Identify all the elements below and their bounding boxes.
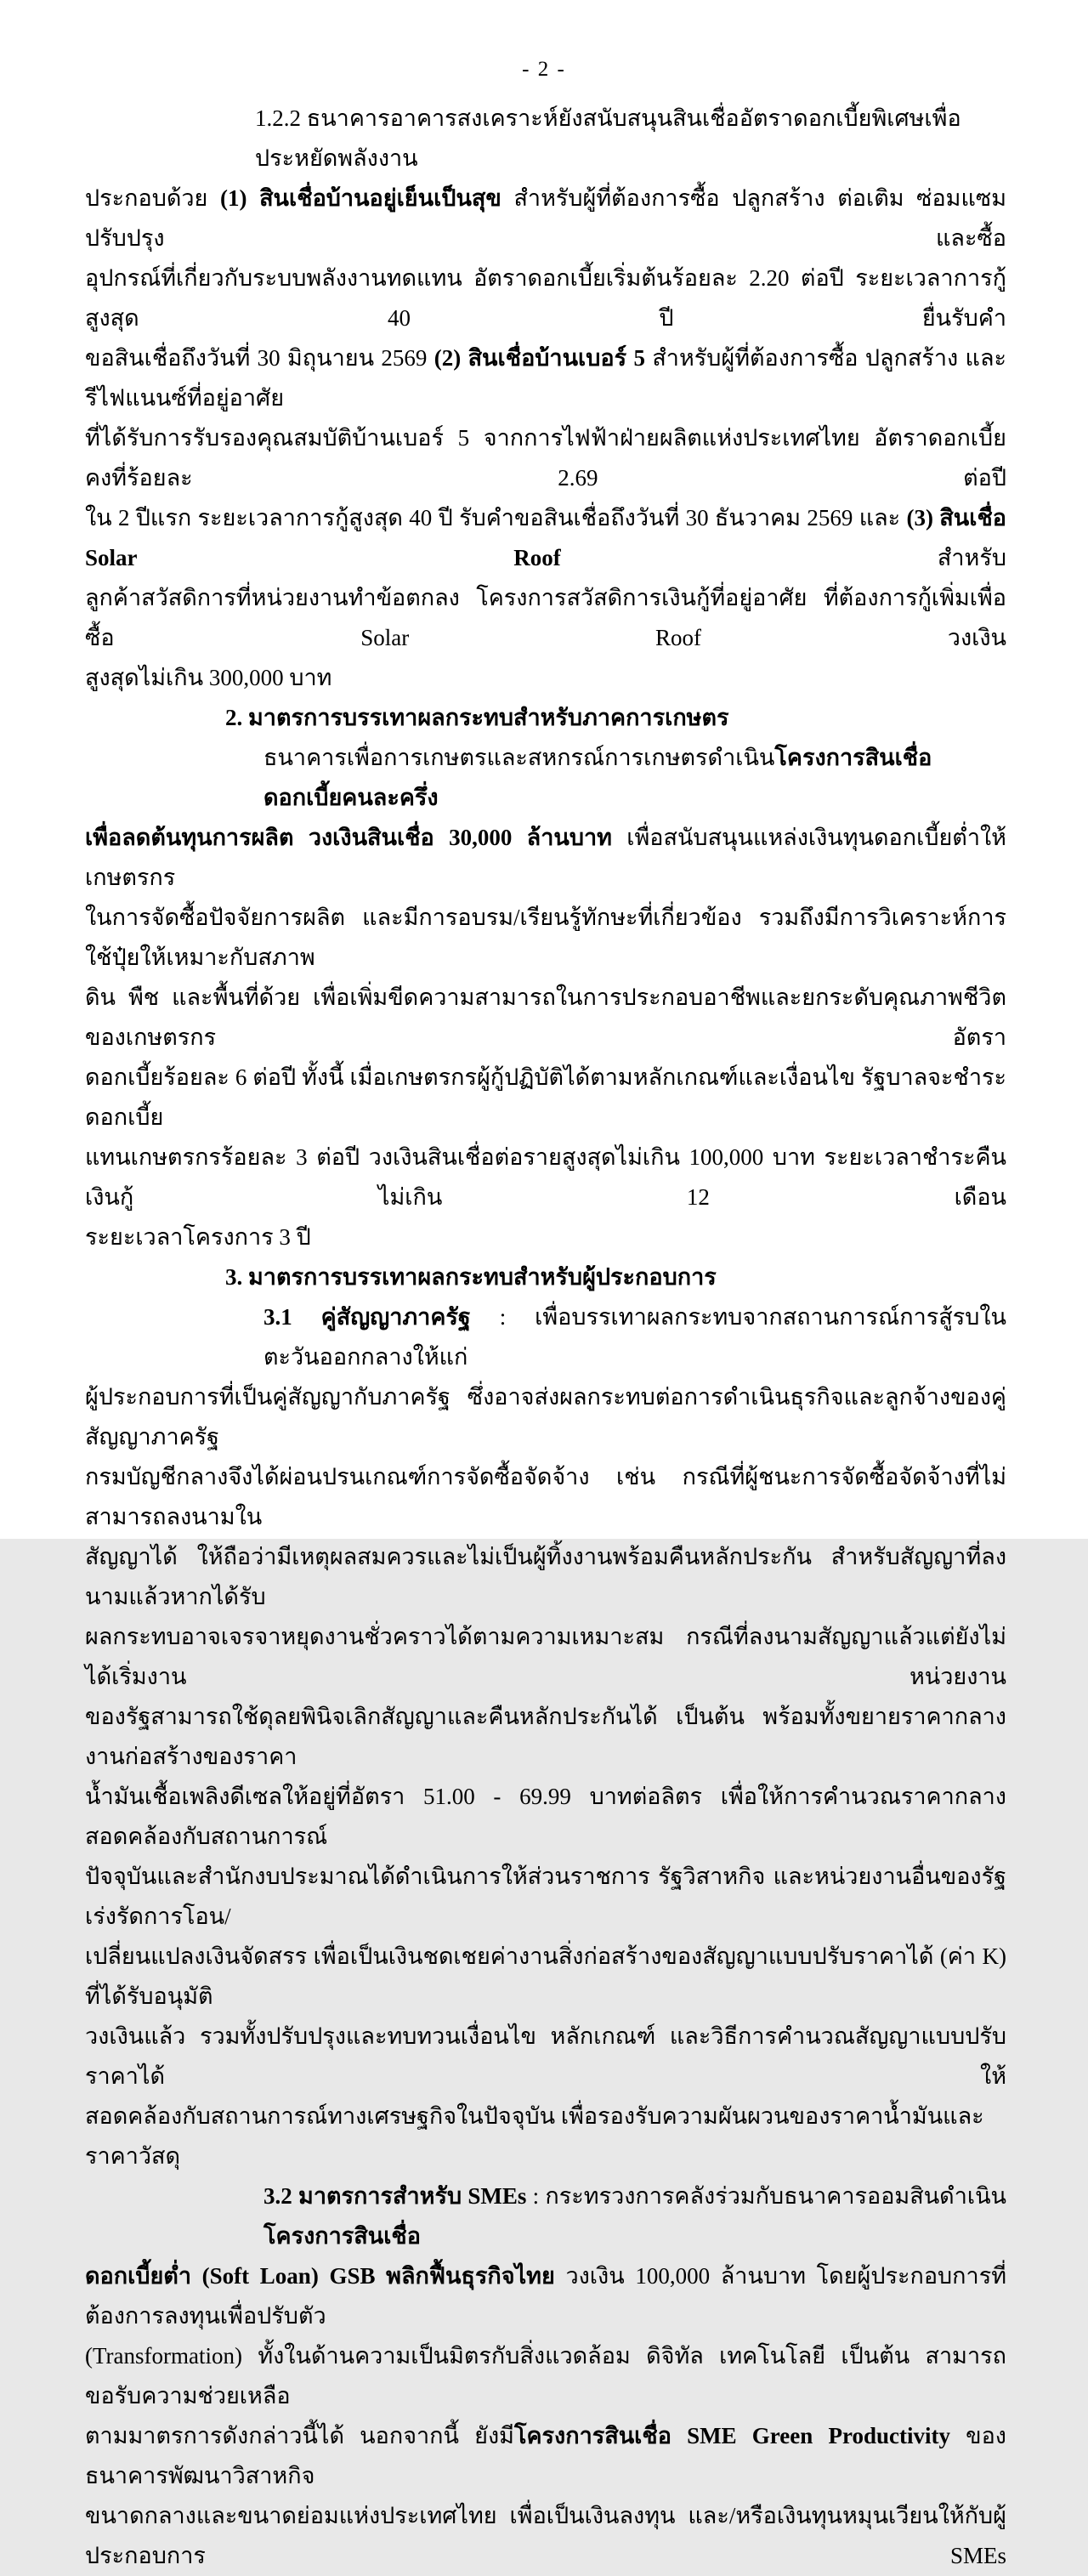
text-line <box>85 338 1006 418</box>
text-line <box>85 978 1006 1058</box>
bold-text-segment: 3. มาตรการบรรเทาผลกระทบสำหรับผู้ประกอบการ <box>225 1264 717 1290</box>
text-segment: ที่ได้รับการรับรองคุณสมบัติบ้านเบอร์ 5 จากการไฟฟ้าฝ่ายผลิตแห่งประเทศไทย อัตราดอกเบี้ยคงที่ร้อยละ 2.69 ต่อปี <box>85 425 1006 491</box>
text-line <box>85 2017 1006 2097</box>
text-segment: ผลกระทบอาจเจรจาหยุดงานชั่วคราวได้ตามความเหมาะสม กรณีที่ลงนามสัญญาแล้วแต่ยังไม่ได้เริ่มงาน หน่วยงาน <box>85 1624 1006 1689</box>
text-segment: (Transformation) ทั้งในด้านความเป็นมิตรกับสิ่งแวดล้อม ดิจิทัล เทคโนโลยี เป็นต้น สามารถขอรับความช่วยเหลือ <box>85 2343 1006 2409</box>
text-line <box>85 1697 1006 1777</box>
text-line <box>85 258 1006 338</box>
text-line <box>85 1617 1006 1697</box>
bold-text-segment: ดอกเบี้ยต่ำ (Soft Loan) GSB พลิกฟื้นธุรกิจไทย <box>85 2263 555 2289</box>
text-segment: วงเงินแล้ว รวมทั้งปรับปรุงและทบทวนเงื่อนไข หลักเกณฑ์ และวิธีการคำนวณสัญญาแบบปรับราคาได้ ให้ <box>85 2023 1006 2089</box>
paragraph-1-2-2-line <box>85 99 1006 179</box>
bold-text-segment: (3) สินเชื่อ Solar Roof <box>85 505 1006 570</box>
text-segment: ของธนาคารพัฒนาวิสาหกิจ <box>85 2423 1006 2488</box>
bold-text-segment: 3.1 คู่สัญญาภาครัฐ <box>264 1304 471 1330</box>
text-line <box>85 1937 1006 2017</box>
text-segment: สำหรับ <box>560 545 1006 570</box>
text-line <box>85 1058 1006 1138</box>
bold-text-segment: 3.2 มาตรการสำหรับ SMEs <box>264 2183 527 2209</box>
text-line <box>85 498 1006 578</box>
text-line <box>85 1377 1006 1457</box>
text-segment: สัญญาได้ ให้ถือว่ามีเหตุผลสมควรและไม่เป็นผู้ทิ้งงานพร้อมคืนหลักประกัน สำหรับสัญญาที่ลงนามแล้วหากได้รับ <box>85 1544 1006 1609</box>
text-segment: 1.2.2 ธนาคารอาคารสงเคราะห์ยังสนับสนุนสินเชื่ออัตราดอกเบี้ยพิเศษเพื่อประหยัดพลังงาน <box>255 105 961 171</box>
text-segment: สูงสุดไม่เกิน 300,000 บาท <box>85 665 332 690</box>
text-line <box>85 658 1006 698</box>
text-segment: : เพื่อบรรเทาผลกระทบจากสถานการณ์การสู้รบในตะวันออกกลางให้แก่ <box>264 1304 1006 1370</box>
text-line <box>85 418 1006 498</box>
text-segment: อุปกรณ์ที่เกี่ยวกับระบบพลังงานทดแทน อัตราดอกเบี้ยเริ่มต้นร้อยละ 2.20 ต่อปี ระยะเวลาการกู้สูงสุด 40 ปี ยื่นรับคำ <box>85 265 1006 331</box>
text-line <box>85 578 1006 658</box>
text-segment: ใน 2 ปีแรก ระยะเวลาการกู้สูงสุด 40 ปี รับคำขอสินเชื่อถึงวันที่ 30 ธันวาคม 2569 และ <box>85 505 907 531</box>
text-line <box>85 1457 1006 1537</box>
bold-text-segment: โครงการสินเชื่อดอกเบี้ยคนละครึ่ง <box>264 745 932 810</box>
text-segment: ธนาคารเพื่อการเกษตรและสหกรณ์การเกษตรดำเนิน <box>264 745 775 770</box>
text-line <box>85 898 1006 978</box>
text-segment: ขอสินเชื่อถึงวันที่ 30 มิถุนายน 2569 <box>85 345 434 371</box>
text-line <box>85 818 1006 898</box>
text-segment: ในการจัดซื้อปัจจัยการผลิต และมีการอบรม/เรียนรู้ทักษะที่เกี่ยวข้อง รวมถึงมีการวิเคราะห์การใช้ปุ๋ยให้เหมาะกับสภาพ <box>85 905 1006 970</box>
text-segment: ตามมาตรการดังกล่าวนี้ได้ นอกจากนี้ ยังมี <box>85 2423 514 2448</box>
text-line <box>85 1857 1006 1937</box>
text-segment: ผู้ประกอบการที่เป็นคู่สัญญากับภาครัฐ ซึ่งอาจส่งผลกระทบต่อการดำเนินธุรกิจและลูกจ้างของคู่สัญญาภาครัฐ <box>85 1384 1006 1450</box>
text-line <box>85 2416 1006 2496</box>
bold-text-segment: (1) สินเชื่อบ้านอยู่เย็นเป็นสุข <box>219 185 502 211</box>
bold-text-segment: โครงการสินเชื่อ <box>264 2223 421 2249</box>
text-segment: สำหรับผู้ที่ต้องการซื้อ ปลูกสร้าง ต่อเติม ซ่อมแซม ปรับปรุง และซื้อ <box>85 185 1006 251</box>
text-segment: ประกอบด้วย <box>85 185 220 211</box>
text-segment: สอดคล้องกับสถานการณ์ทางเศรษฐกิจในปัจจุบัน เพื่อรองรับความผันผวนของราคาน้ำมันและราคาวัสดุ <box>85 2103 984 2169</box>
text-segment: ลูกค้าสวัสดิการที่หน่วยงานทำข้อตกลง โครงการสวัสดิการเงินกู้ที่อยู่อาศัย ที่ต้องการกู้เพิ่มเพื่อซื้อ Solar Roof วงเงิน <box>85 585 1006 650</box>
text-segment: วงเงิน 100,000 ล้านบาท โดยผู้ประกอบการที่ต้องการลงทุนเพื่อปรับตัว <box>85 2263 1006 2329</box>
text-line <box>85 1217 1006 1257</box>
text-segment: ระยะเวลาโครงการ 3 ปี <box>85 1224 311 1250</box>
text-segment: ปัจจุบันและสำนักงบประมาณได้ดำเนินการให้ส่วนราชการ รัฐวิสาหกิจ และหน่วยงานอื่นของรัฐ เร่งรัดการโอน/ <box>85 1864 1006 1929</box>
bold-text-segment: เพื่อลดต้นทุนการผลิต วงเงินสินเชื่อ 30,000 ล้านบาท <box>85 825 612 850</box>
text-segment: ขนาดกลางและขนาดย่อมแห่งประเทศไทย เพื่อเป็นเงินลงทุน และ/หรือเงินทุนหมุนเวียนให้กับผู้ประกอบการ SMEs <box>85 2503 1006 2568</box>
text-line <box>85 2176 1006 2256</box>
text-line <box>85 2496 1006 2576</box>
text-line <box>85 1297 1006 1377</box>
section-heading-3 <box>85 1257 1006 1297</box>
text-segment: แทนเกษตรกรร้อยละ 3 ต่อปี วงเงินสินเชื่อต่อรายสูงสุดไม่เกิน 100,000 บาท ระยะเวลาชำระคืนเงินกู้ ไม่เกิน 12 เดือน <box>85 1144 1006 1210</box>
text-segment: กรมบัญชีกลางจึงได้ผ่อนปรนเกณฑ์การจัดซื้อจัดจ้าง เช่น กรณีที่ผู้ชนะการจัดซื้อจัดจ้างที่ไม่สามารถลงนามใน <box>85 1464 1006 1529</box>
text-segment: เปลี่ยนแปลงเงินจัดสรร เพื่อเป็นเงินชดเชยค่างานสิ่งก่อสร้างของสัญญาแบบปรับราคาได้ (ค่า K) ที่ได้รับอนุมัติ <box>85 1943 1006 2009</box>
page-number: - 2 - <box>522 58 566 81</box>
bold-text-segment: 2. มาตรการบรรเทาผลกระทบสำหรับภาคการเกษตร <box>225 705 729 730</box>
text-line <box>85 1537 1006 1617</box>
section-heading-2 <box>85 698 1006 738</box>
text-line <box>85 179 1006 258</box>
text-line <box>85 2256 1006 2336</box>
text-segment: สำหรับผู้ที่ต้องการซื้อ ปลูกสร้าง และรีไฟแนนซ์ที่อยู่อาศัย <box>85 345 1006 411</box>
bold-text-segment: (2) สินเชื่อบ้านเบอร์ 5 <box>434 345 645 371</box>
text-segment: ดอกเบี้ยร้อยละ 6 ต่อปี ทั้งนี้ เมื่อเกษตรกรผู้กู้ปฏิบัติได้ตามหลักเกณฑ์และเงื่อนไข รัฐบาลจะชำระดอกเบี้ย <box>85 1064 1006 1130</box>
document-body <box>85 99 1006 2576</box>
bold-text-segment: โครงการสินเชื่อ SME Green Productivity <box>513 2423 950 2448</box>
text-segment: ของรัฐสามารถใช้ดุลยพินิจเลิกสัญญาและคืนหลักประกันได้ เป็นต้น พร้อมทั้งขยายราคากลางงานก่อสร้างของราคา <box>85 1704 1006 1769</box>
text-line <box>85 1777 1006 1857</box>
text-segment: เพื่อสนับสนุนแหล่งเงินทุนดอกเบี้ยต่ำให้เกษตรกร <box>85 825 1006 890</box>
text-segment: ดิน พืช และพื้นที่ด้วย เพื่อเพิ่มขีดความสามารถในการประกอบอาชีพและยกระดับคุณภาพชีวิตของเกษตรกร อัตรา <box>85 984 1006 1050</box>
text-line <box>85 738 1006 818</box>
text-segment: : กระทรวงการคลังร่วมกับธนาคารออมสินดำเนิน <box>526 2183 1006 2209</box>
text-line <box>85 2097 1006 2176</box>
text-line <box>85 2336 1006 2416</box>
text-line <box>85 1138 1006 1217</box>
text-segment: น้ำมันเชื้อเพลิงดีเซลให้อยู่ที่อัตรา 51.00 - 69.99 บาทต่อลิตร เพื่อให้การคำนวณราคากลางสอดคล้องกับสถานการณ์ <box>85 1784 1006 1849</box>
